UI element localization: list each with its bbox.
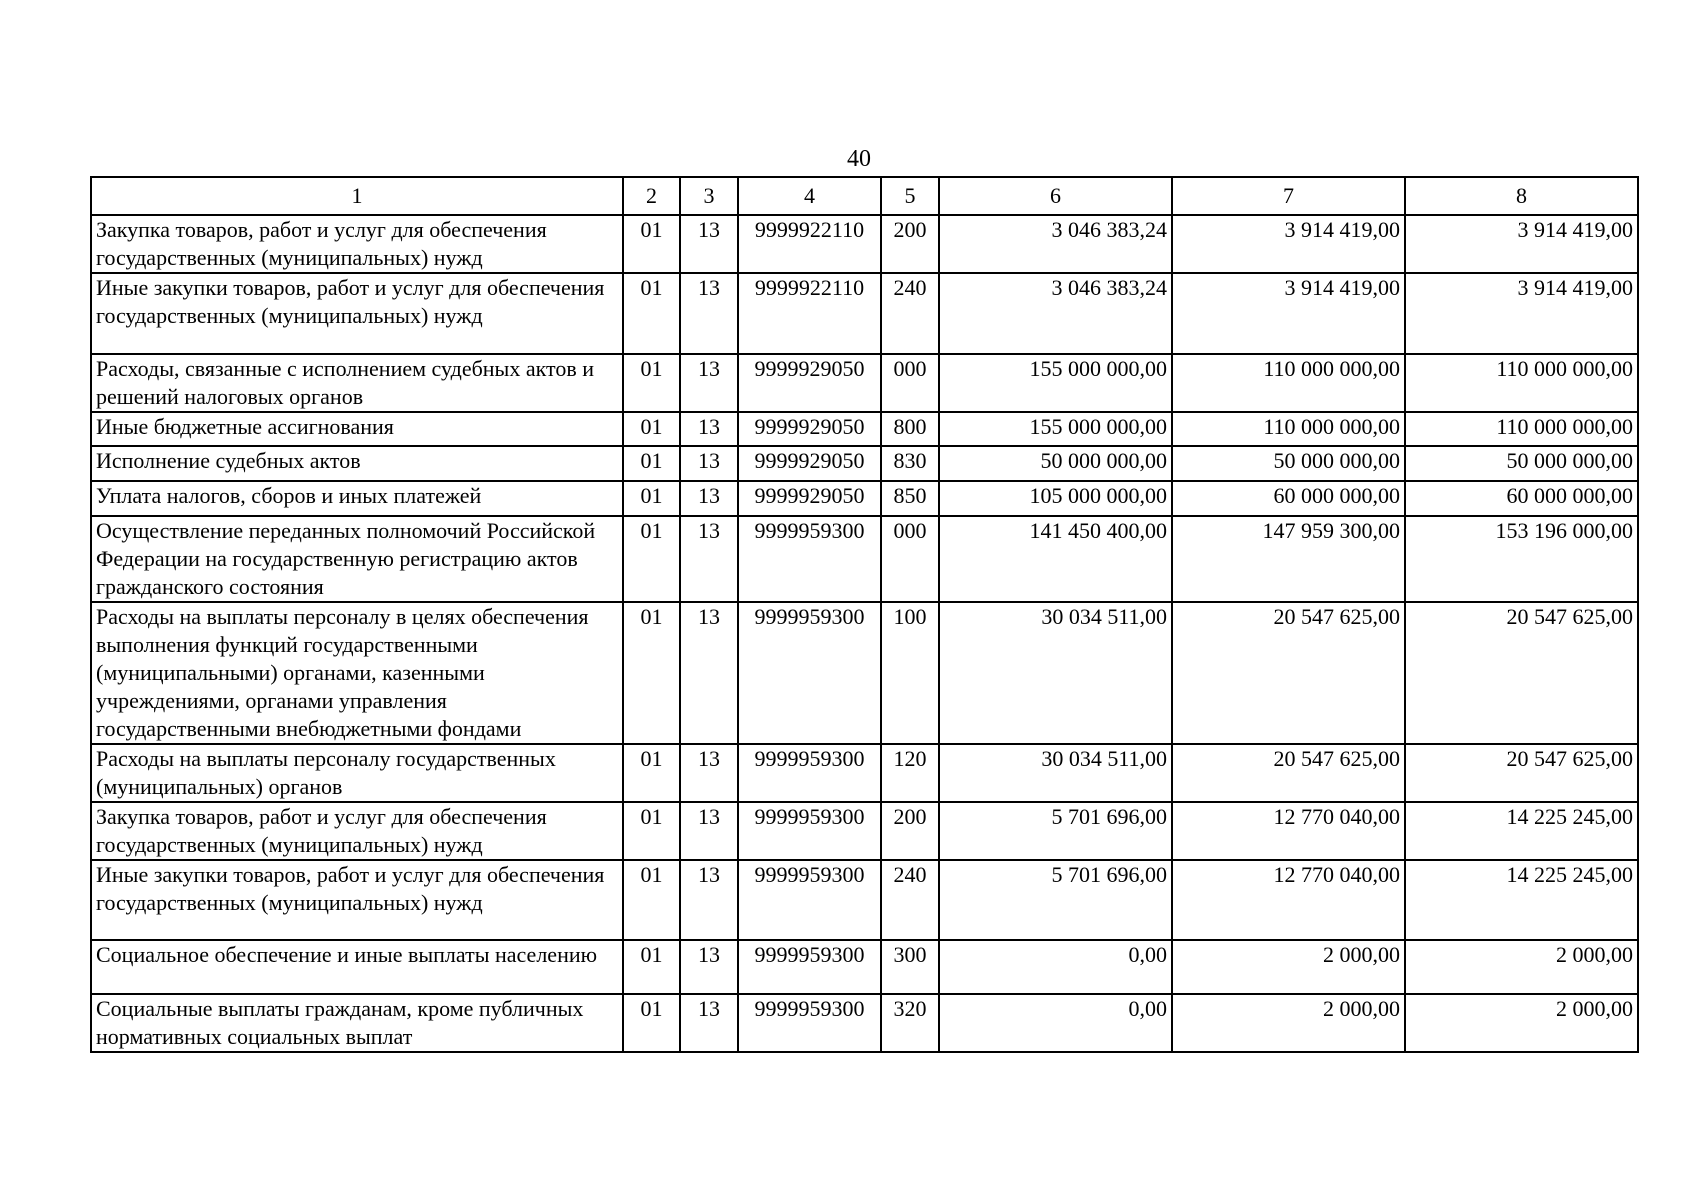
- expense-type-code: 200: [881, 215, 939, 273]
- header-cell: 5: [881, 177, 939, 215]
- section-code: 01: [623, 215, 680, 273]
- amount-col-8: 20 547 625,00: [1405, 602, 1638, 744]
- table-row: [91, 602, 1638, 744]
- amount-col-8: 3 914 419,00: [1405, 215, 1638, 273]
- subsection-code: 13: [680, 481, 738, 516]
- expense-type-code: 000: [881, 354, 939, 412]
- amount-col-6: 50 000 000,00: [939, 446, 1172, 481]
- row-name: Социальное обеспечение и иные выплаты населению: [91, 940, 623, 994]
- expense-type-code: 000: [881, 516, 939, 602]
- subsection-code: 13: [680, 994, 738, 1052]
- expense-type-code: 300: [881, 940, 939, 994]
- amount-col-8: 2 000,00: [1405, 940, 1638, 994]
- section-code: 01: [623, 481, 680, 516]
- row-name: Расходы, связанные с исполнением судебных актов и решений налоговых органов: [91, 354, 623, 412]
- amount-col-7: 20 547 625,00: [1172, 744, 1405, 802]
- header-cell: 4: [738, 177, 881, 215]
- subsection-code: 13: [680, 412, 738, 446]
- expense-type-code: 850: [881, 481, 939, 516]
- amount-col-8: 60 000 000,00: [1405, 481, 1638, 516]
- target-article-code: 9999959300: [738, 802, 881, 860]
- amount-col-7: 60 000 000,00: [1172, 481, 1405, 516]
- expense-type-code: 830: [881, 446, 939, 481]
- header-cell: 6: [939, 177, 1172, 215]
- section-code: 01: [623, 446, 680, 481]
- amount-col-7: 3 914 419,00: [1172, 273, 1405, 354]
- amount-col-7: 2 000,00: [1172, 994, 1405, 1052]
- amount-col-6: 105 000 000,00: [939, 481, 1172, 516]
- header-cell: 3: [680, 177, 738, 215]
- table-row: [91, 940, 1638, 994]
- table-row: [91, 215, 1638, 273]
- section-code: 01: [623, 273, 680, 354]
- subsection-code: 13: [680, 446, 738, 481]
- amount-col-6: 0,00: [939, 994, 1172, 1052]
- amount-col-6: 30 034 511,00: [939, 602, 1172, 744]
- subsection-code: 13: [680, 273, 738, 354]
- row-name: Расходы на выплаты персоналу в целях обеспечения выполнения функций государственными (муниципальными) органами, казенными учреждениями, органами управления государственными внебюджетными фондами: [91, 602, 623, 744]
- subsection-code: 13: [680, 860, 738, 940]
- target-article-code: 9999922110: [738, 215, 881, 273]
- row-name: Осуществление переданных полномочий Российской Федерации на государственную регистрацию актов гражданского состояния: [91, 516, 623, 602]
- expense-type-code: 240: [881, 273, 939, 354]
- amount-col-7: 50 000 000,00: [1172, 446, 1405, 481]
- amount-col-8: 14 225 245,00: [1405, 860, 1638, 940]
- amount-col-7: 12 770 040,00: [1172, 802, 1405, 860]
- header-cell: 8: [1405, 177, 1638, 215]
- budget-table: [90, 176, 1639, 1053]
- amount-col-6: 3 046 383,24: [939, 273, 1172, 354]
- row-name: Расходы на выплаты персоналу государственных (муниципальных) органов: [91, 744, 623, 802]
- section-code: 01: [623, 860, 680, 940]
- expense-type-code: 200: [881, 802, 939, 860]
- amount-col-6: 141 450 400,00: [939, 516, 1172, 602]
- table-row: [91, 860, 1638, 940]
- amount-col-7: 3 914 419,00: [1172, 215, 1405, 273]
- target-article-code: 9999929050: [738, 481, 881, 516]
- amount-col-6: 155 000 000,00: [939, 412, 1172, 446]
- amount-col-7: 110 000 000,00: [1172, 354, 1405, 412]
- target-article-code: 9999929050: [738, 446, 881, 481]
- row-name: Уплата налогов, сборов и иных платежей: [91, 481, 623, 516]
- header-cell: 2: [623, 177, 680, 215]
- section-code: 01: [623, 744, 680, 802]
- amount-col-8: 2 000,00: [1405, 994, 1638, 1052]
- amount-col-8: 20 547 625,00: [1405, 744, 1638, 802]
- section-code: 01: [623, 940, 680, 994]
- amount-col-8: 110 000 000,00: [1405, 412, 1638, 446]
- subsection-code: 13: [680, 516, 738, 602]
- expense-type-code: 800: [881, 412, 939, 446]
- table-body: [91, 215, 1638, 1052]
- table-row: [91, 516, 1638, 602]
- table-row: [91, 446, 1638, 481]
- row-name: Социальные выплаты гражданам, кроме публичных нормативных социальных выплат: [91, 994, 623, 1052]
- subsection-code: 13: [680, 802, 738, 860]
- section-code: 01: [623, 994, 680, 1052]
- amount-col-6: 3 046 383,24: [939, 215, 1172, 273]
- amount-col-8: 3 914 419,00: [1405, 273, 1638, 354]
- expense-type-code: 240: [881, 860, 939, 940]
- section-code: 01: [623, 802, 680, 860]
- target-article-code: 9999959300: [738, 602, 881, 744]
- table-row: [91, 412, 1638, 446]
- table-row: [91, 994, 1638, 1052]
- row-name: Иные закупки товаров, работ и услуг для обеспечения государственных (муниципальных) нужд: [91, 273, 623, 354]
- amount-col-6: 0,00: [939, 940, 1172, 994]
- header-cell: 1: [91, 177, 623, 215]
- row-name: Иные закупки товаров, работ и услуг для обеспечения государственных (муниципальных) нужд: [91, 860, 623, 940]
- target-article-code: 9999929050: [738, 412, 881, 446]
- table-row: [91, 744, 1638, 802]
- expense-type-code: 320: [881, 994, 939, 1052]
- page-number: 40: [847, 146, 871, 172]
- table-row: [91, 273, 1638, 354]
- row-name: Исполнение судебных актов: [91, 446, 623, 481]
- expense-type-code: 100: [881, 602, 939, 744]
- subsection-code: 13: [680, 940, 738, 994]
- subsection-code: 13: [680, 215, 738, 273]
- target-article-code: 9999959300: [738, 940, 881, 994]
- subsection-code: 13: [680, 744, 738, 802]
- amount-col-6: 5 701 696,00: [939, 860, 1172, 940]
- section-code: 01: [623, 354, 680, 412]
- table-row: [91, 481, 1638, 516]
- amount-col-8: 110 000 000,00: [1405, 354, 1638, 412]
- target-article-code: 9999959300: [738, 994, 881, 1052]
- section-code: 01: [623, 516, 680, 602]
- header-row: [91, 177, 1638, 215]
- amount-col-7: 12 770 040,00: [1172, 860, 1405, 940]
- amount-col-7: 2 000,00: [1172, 940, 1405, 994]
- subsection-code: 13: [680, 602, 738, 744]
- amount-col-8: 14 225 245,00: [1405, 802, 1638, 860]
- row-name: Закупка товаров, работ и услуг для обеспечения государственных (муниципальных) нужд: [91, 215, 623, 273]
- expense-type-code: 120: [881, 744, 939, 802]
- section-code: 01: [623, 412, 680, 446]
- target-article-code: 9999959300: [738, 860, 881, 940]
- target-article-code: 9999959300: [738, 744, 881, 802]
- table-row: [91, 354, 1638, 412]
- section-code: 01: [623, 602, 680, 744]
- target-article-code: 9999929050: [738, 354, 881, 412]
- subsection-code: 13: [680, 354, 738, 412]
- amount-col-7: 110 000 000,00: [1172, 412, 1405, 446]
- amount-col-8: 50 000 000,00: [1405, 446, 1638, 481]
- header-cell: 7: [1172, 177, 1405, 215]
- amount-col-7: 20 547 625,00: [1172, 602, 1405, 744]
- target-article-code: 9999922110: [738, 273, 881, 354]
- amount-col-7: 147 959 300,00: [1172, 516, 1405, 602]
- amount-col-6: 5 701 696,00: [939, 802, 1172, 860]
- amount-col-6: 30 034 511,00: [939, 744, 1172, 802]
- amount-col-6: 155 000 000,00: [939, 354, 1172, 412]
- row-name: Закупка товаров, работ и услуг для обеспечения государственных (муниципальных) нужд: [91, 802, 623, 860]
- row-name: Иные бюджетные ассигнования: [91, 412, 623, 446]
- amount-col-8: 153 196 000,00: [1405, 516, 1638, 602]
- table-row: [91, 802, 1638, 860]
- target-article-code: 9999959300: [738, 516, 881, 602]
